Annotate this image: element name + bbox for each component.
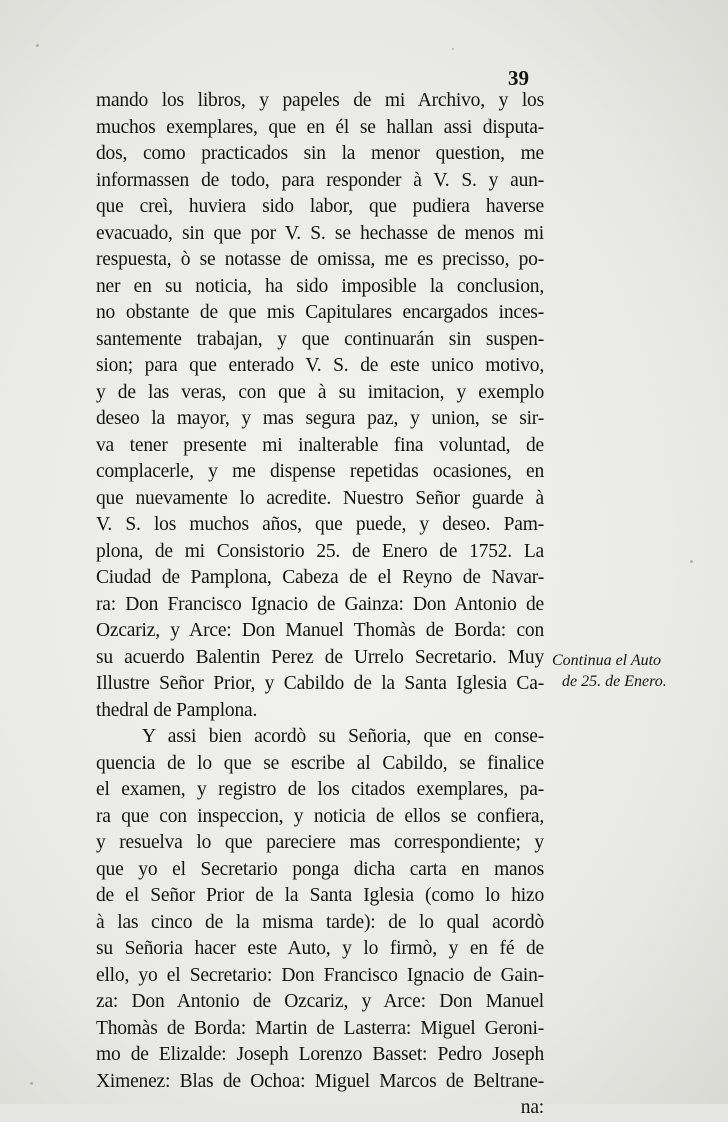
- text-line: mo de Elizalde: Joseph Lorenzo Basset: Pedro Joseph: [96, 1044, 544, 1065]
- page-number: 39: [508, 66, 529, 90]
- text-line: su acuerdo Balentin Perez de Urrelo Secretario. Muy: [96, 646, 544, 668]
- text-line: Ciudad de Pamplona, Cabeza de el Reyno de Navar-: [96, 567, 544, 588]
- text-line: no obstante de que mis Capitulares encargados inces-: [96, 302, 544, 323]
- text-line: mando los libros, y papeles de mi Archivo, y los: [96, 90, 544, 111]
- text-line: dos, como practicados sin la menor question, me: [96, 143, 544, 164]
- text-line: el examen, y registro de los citados exemplares, pa-: [96, 779, 544, 800]
- text-line: santemente trabajan, y que continuarán sin suspen-: [96, 328, 544, 350]
- text-line: ra: Don Francisco Ignacio de Gainza: Don Antonio de: [96, 593, 544, 615]
- text-line: Ozcariz, y Arce: Don Manuel Thomàs de Borda: con: [96, 620, 544, 641]
- ink-speck: [36, 44, 39, 47]
- text-line: de el Señor Prior de la Santa Iglesia (como lo hizo: [96, 885, 544, 906]
- text-line: respuesta, ò se notasse de omissa, me es precisso, po-: [96, 249, 544, 270]
- text-line: ner en su noticia, ha sido imposible la conclusion,: [96, 275, 544, 297]
- text-line: y de las veras, con que à su imitacion, y exemplo: [96, 381, 544, 403]
- text-line: za: Don Antonio de Ozcariz, y Arce: Don Manuel: [96, 991, 544, 1012]
- margin-note-line: de 25. de Enero.: [562, 673, 667, 690]
- text-line: que yo el Secretario ponga dicha carta en manos: [96, 858, 544, 880]
- text-line: ello, yo el Secretario: Don Francisco Ignacio de Gain-: [96, 964, 544, 986]
- ink-speck: [690, 560, 693, 563]
- text-line: na:: [520, 1097, 544, 1118]
- text-line: que nuevamente lo acredite. Nuestro Señor guarde à: [96, 487, 544, 509]
- text-line: evacuado, sin que por V. S. se hechasse de menos mi: [96, 222, 544, 244]
- text-line: Illustre Señor Prior, y Cabildo de la Santa Iglesia Ca-: [96, 673, 544, 694]
- text-line: sion; para que enterado V. S. de este unico motivo,: [96, 355, 544, 376]
- paragraph-start-line: Y assi bien acordò su Señoria, que en conse-: [142, 726, 544, 747]
- text-line: su Señoria hacer este Auto, y lo firmò, y en fé de: [96, 938, 544, 959]
- text-line: muchos exemplares, que en él se hallan assi disputa-: [96, 116, 544, 138]
- body-text: [96, 88, 544, 1122]
- text-line: deseo la mayor, y mas segura paz, y union, se sir-: [96, 408, 544, 429]
- text-line: à las cinco de la misma tarde): de lo qual acordò: [96, 911, 544, 933]
- text-line: va tener presente mi inalterable fina voluntad, de: [96, 434, 544, 456]
- text-line: plona, de mi Consistorio 25. de Enero de 1752. La: [96, 540, 544, 562]
- text-line: thedral de Pamplona.: [96, 699, 258, 721]
- ink-speck: [452, 48, 454, 50]
- ink-speck: [30, 1082, 33, 1085]
- text-line: que creì, huviera sido labor, que pudiera haverse: [96, 196, 544, 217]
- text-line: complacerle, y me dispense repetidas ocasiones, en: [96, 461, 544, 482]
- text-line: V. S. los muchos años, que puede, y deseo. Pam-: [96, 514, 544, 535]
- margin-note: [552, 650, 702, 692]
- margin-note-line: Continua el Auto: [552, 652, 662, 669]
- text-line: Thomàs de Borda: Martin de Lasterra: Miguel Geroni-: [96, 1017, 544, 1039]
- text-line: quencia de lo que se escribe al Cabildo, se finalice: [96, 752, 544, 774]
- text-line: y resuelva lo que pareciere mas correspondiente; y: [96, 832, 544, 853]
- text-line: ra que con inspeccion, y noticia de ellos se confiera,: [96, 805, 544, 827]
- text-line: informassen de todo, para responder à V. S. y aun-: [96, 169, 544, 191]
- text-line: Ximenez: Blas de Ochoa: Miguel Marcos de Beltrane-: [96, 1070, 544, 1092]
